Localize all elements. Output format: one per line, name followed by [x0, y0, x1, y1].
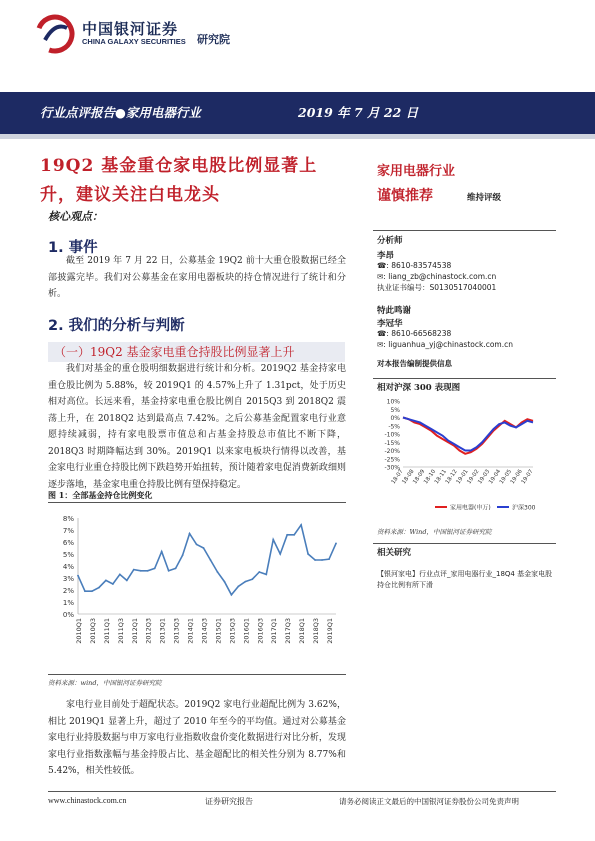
x-tick-label: 19-05 [498, 468, 513, 486]
data-point [105, 580, 107, 582]
x-tick-label: 2012Q1 [130, 618, 139, 644]
x-tick-label: 18-07 [390, 468, 405, 486]
analyst-name: 李昂 [377, 251, 395, 261]
x-tick-label: 2012Q3 [144, 618, 153, 644]
rating-label: 维持评级 [467, 193, 502, 203]
related-header: 相关研究 [377, 548, 412, 558]
y-tick-label: 7% [62, 527, 74, 535]
section-1-heading: 1. 事件 [48, 240, 98, 256]
x-tick-label: 2019Q1 [326, 618, 335, 644]
x-tick-label: 18-11 [433, 468, 448, 486]
email-icon: ✉: [377, 340, 389, 349]
analyst-phone-row [377, 261, 451, 272]
analyst-header: 分析师 [377, 236, 403, 246]
data-point [237, 586, 239, 588]
report-type: 行业点评报告●家用电器行业 [40, 105, 201, 120]
data-point [189, 533, 191, 535]
analyst-phone: 8610-83574538 [391, 261, 452, 270]
data-point [175, 568, 177, 570]
y-tick-label: -10% [384, 431, 400, 439]
footer-disclaimer: 请务必阅读正文最后的中国银河证券股份公司免责声明 [339, 797, 519, 806]
subsection-heading [48, 342, 345, 362]
thanks-email[interactable]: liguanhua_yj@chinastock.com.cn [388, 340, 513, 349]
series-line [78, 525, 336, 595]
data-point [293, 534, 295, 536]
y-tick-label: 0% [390, 415, 400, 422]
data-point [98, 587, 100, 589]
x-tick-label: 2017Q3 [284, 618, 293, 644]
perf-chart-source: 资料来源：Wind，中国银河证券研究院 [377, 528, 492, 536]
banner-underline [0, 134, 595, 139]
x-tick-label: 18-08 [401, 468, 416, 486]
industry-label: 家用电器行业 [377, 164, 456, 179]
figure-1-rule [48, 502, 346, 503]
y-tick-label: -15% [384, 439, 400, 447]
x-tick-label: 19-04 [488, 468, 503, 486]
x-tick-label: 2016Q1 [242, 618, 251, 644]
data-point [272, 539, 274, 541]
data-point [224, 581, 226, 583]
core-view-label: 核心观点： [48, 210, 103, 223]
x-tick-label: 18-09 [412, 468, 427, 486]
y-tick-label: -5% [388, 423, 400, 431]
x-tick-label: 18-10 [423, 468, 438, 486]
x-tick-label: 2015Q3 [228, 618, 237, 644]
thanks-phone-row [377, 329, 451, 340]
x-tick-label: 19-06 [509, 468, 524, 486]
phone-icon: ☎: [377, 261, 392, 270]
related-rule [373, 543, 556, 544]
x-tick-label: 19-03 [477, 468, 492, 486]
data-point [279, 553, 281, 555]
y-tick-label: 0% [62, 611, 74, 619]
legend-label: 家用电器(申万) [450, 504, 491, 512]
y-tick-label: 5% [62, 551, 74, 559]
x-tick-label: 2015Q1 [214, 618, 223, 644]
x-tick-label: 19-01 [455, 468, 470, 486]
section-1-paragraph: 截至 2019 年 7 月 22 日，公募基金 19Q2 前十大重仓股数据已经全部披露完毕。我们对公募基金在家用电器板块的持仓情况进行了统计和分析。 [48, 256, 346, 299]
galaxy-logo-icon [35, 14, 75, 54]
report-title: 19Q2 基金重仓家电股比例显著上升，建议关注白电龙头 [40, 156, 318, 205]
x-tick-label: 2010Q3 [88, 618, 97, 644]
x-tick-label: 2014Q3 [200, 618, 209, 644]
fund-holding-ratio-chart [48, 506, 346, 672]
data-point [251, 578, 253, 580]
data-point [286, 534, 288, 536]
logo-text-cn: 中国银河证券 [82, 20, 179, 38]
data-point [231, 594, 233, 596]
thanks-note: 对本报告编制提供信息 [377, 359, 452, 368]
footer-url[interactable]: www.chinastock.com.cn [48, 796, 127, 805]
institute-label: 研究院 [197, 33, 230, 46]
x-tick-label: 2017Q1 [270, 618, 279, 644]
data-point [203, 547, 205, 549]
y-tick-label: 2% [62, 587, 74, 595]
subsection-heading-text: （一）19Q2 基金家电重仓持股比例显著上升 [54, 345, 295, 359]
figure-1-bottom-rule [48, 674, 346, 675]
y-tick-label: 10% [386, 398, 400, 406]
data-point [91, 590, 93, 592]
data-point [265, 574, 267, 576]
relative-performance-chart [373, 395, 556, 520]
y-tick-label: 6% [62, 539, 74, 547]
analyst-email-row [377, 272, 496, 283]
data-point [140, 570, 142, 572]
data-point [161, 551, 163, 553]
data-point [196, 544, 198, 546]
x-tick-label: 18-12 [444, 468, 459, 486]
data-point [133, 569, 135, 571]
y-tick-label: 5% [390, 406, 400, 414]
perf-rule [373, 378, 556, 379]
thanks-phone: 8610-66568238 [391, 329, 452, 338]
section-3-paragraph: 家电行业目前处于超配状态。2019Q2 家电行业超配比例为 3.62%，相比 2019Q1 显著上升，超过了 2010 年至今的平均值。通过对公募基金家电行业持股数据与申万家电行业指数收盘价变化数据进行对比分析，发现家电行业指数涨幅与基金持股占比、基金超配比的相关性分别为 8.77%和 5.42%，相关性较低。 [48, 700, 346, 776]
x-tick-label: 19-07 [520, 468, 535, 486]
x-tick-label: 2010Q1 [75, 618, 83, 644]
thanks-name: 李冠华 [377, 319, 403, 329]
data-point [300, 524, 302, 526]
x-tick-label: 2011Q3 [116, 618, 125, 644]
data-point [217, 571, 219, 573]
analyst-cert: 执业证书编号：S0130517040001 [377, 283, 497, 292]
data-point [328, 558, 330, 560]
analyst-rule [373, 230, 556, 231]
email-icon: ✉: [377, 272, 389, 281]
x-tick-label: 2014Q1 [186, 618, 195, 644]
phone-icon: ☎: [377, 329, 392, 338]
y-tick-label: 4% [62, 563, 74, 571]
data-point [244, 581, 246, 583]
x-tick-label: 2013Q3 [172, 618, 181, 644]
analyst-email[interactable]: liang_zb@chinastock.com.cn [388, 272, 497, 281]
data-point [314, 559, 316, 561]
y-tick-label: -20% [384, 448, 400, 455]
x-tick-label: 2018Q3 [312, 618, 321, 644]
footer-center: 证券研究报告 [205, 797, 253, 806]
data-point [321, 559, 323, 561]
data-point [154, 568, 156, 570]
section-2-paragraph: 我们对基金的重仓股明细数据进行统计和分析。2019Q2 基金持家电重仓股比例为 5.88%，较 2019Q1 的 4.57%上升了 1.31pct，处于历史相对高位。长远来看，基金持家电重仓股比例自 2015Q3 到 2018Q2 震荡上升，在 2018Q2 达到最高点 7.42%。之后公募基金配置家电行业意愿持续减弱，持有家电股票市值总和占基金持股总市值比不断下降，2018Q3 时期降幅达到 30%。2019Q1 以来家电板块行情得以改善，基金家电行业重仓持股比例下跌趋势开始扭转，预计随着家电促消费新政细则逐步落地，基金家电重仓持股比例有望保持稳定。 [48, 364, 346, 490]
perf-chart-title: 相对沪深 300 表现图 [377, 383, 461, 393]
data-point [335, 543, 337, 545]
report-date: 2019 年 7 月 22 日 [298, 105, 419, 120]
y-tick-label: 3% [62, 575, 74, 583]
figure-1-title: 图 1：全部基金持仓比例变化 [48, 490, 153, 500]
legend-label: 沪深300 [512, 504, 536, 512]
y-tick-label: 1% [62, 599, 74, 607]
y-tick-label: -25% [384, 456, 400, 464]
thanks-header: 特此鸣谢 [377, 306, 412, 316]
y-tick-label: -30% [384, 464, 400, 472]
y-tick-label: 8% [62, 515, 74, 523]
footer-rule [48, 791, 556, 792]
data-point [182, 554, 184, 556]
section-2-heading: 2. 我们的分析与判断 [48, 318, 185, 334]
figure-1-source: 资料来源：wind，中国银河证券研究院 [48, 679, 162, 687]
thanks-email-row [377, 340, 513, 351]
x-tick-label: 2016Q3 [256, 618, 265, 644]
x-tick-label: 19-02 [466, 468, 481, 486]
x-tick-label: 2013Q1 [158, 618, 167, 644]
data-point [126, 580, 128, 582]
x-tick-label: 2018Q1 [298, 618, 307, 644]
series-csi300-line [403, 418, 533, 451]
related-report-link[interactable]: 【银河家电】行业点评_家用电器行业_18Q4 基金家电股持仓比例有所下滑 [377, 570, 553, 589]
data-point [168, 570, 170, 572]
data-point [307, 553, 309, 555]
x-tick-label: 2011Q1 [102, 618, 111, 644]
data-point [258, 571, 260, 573]
data-point [112, 583, 114, 585]
logo-text-en: CHINA GALAXY SECURITIES [82, 37, 186, 46]
data-point [210, 559, 212, 561]
data-point [77, 575, 79, 577]
data-point [119, 574, 121, 576]
data-point [84, 590, 86, 592]
data-point [147, 570, 149, 572]
rating: 谨慎推荐 [377, 188, 433, 204]
